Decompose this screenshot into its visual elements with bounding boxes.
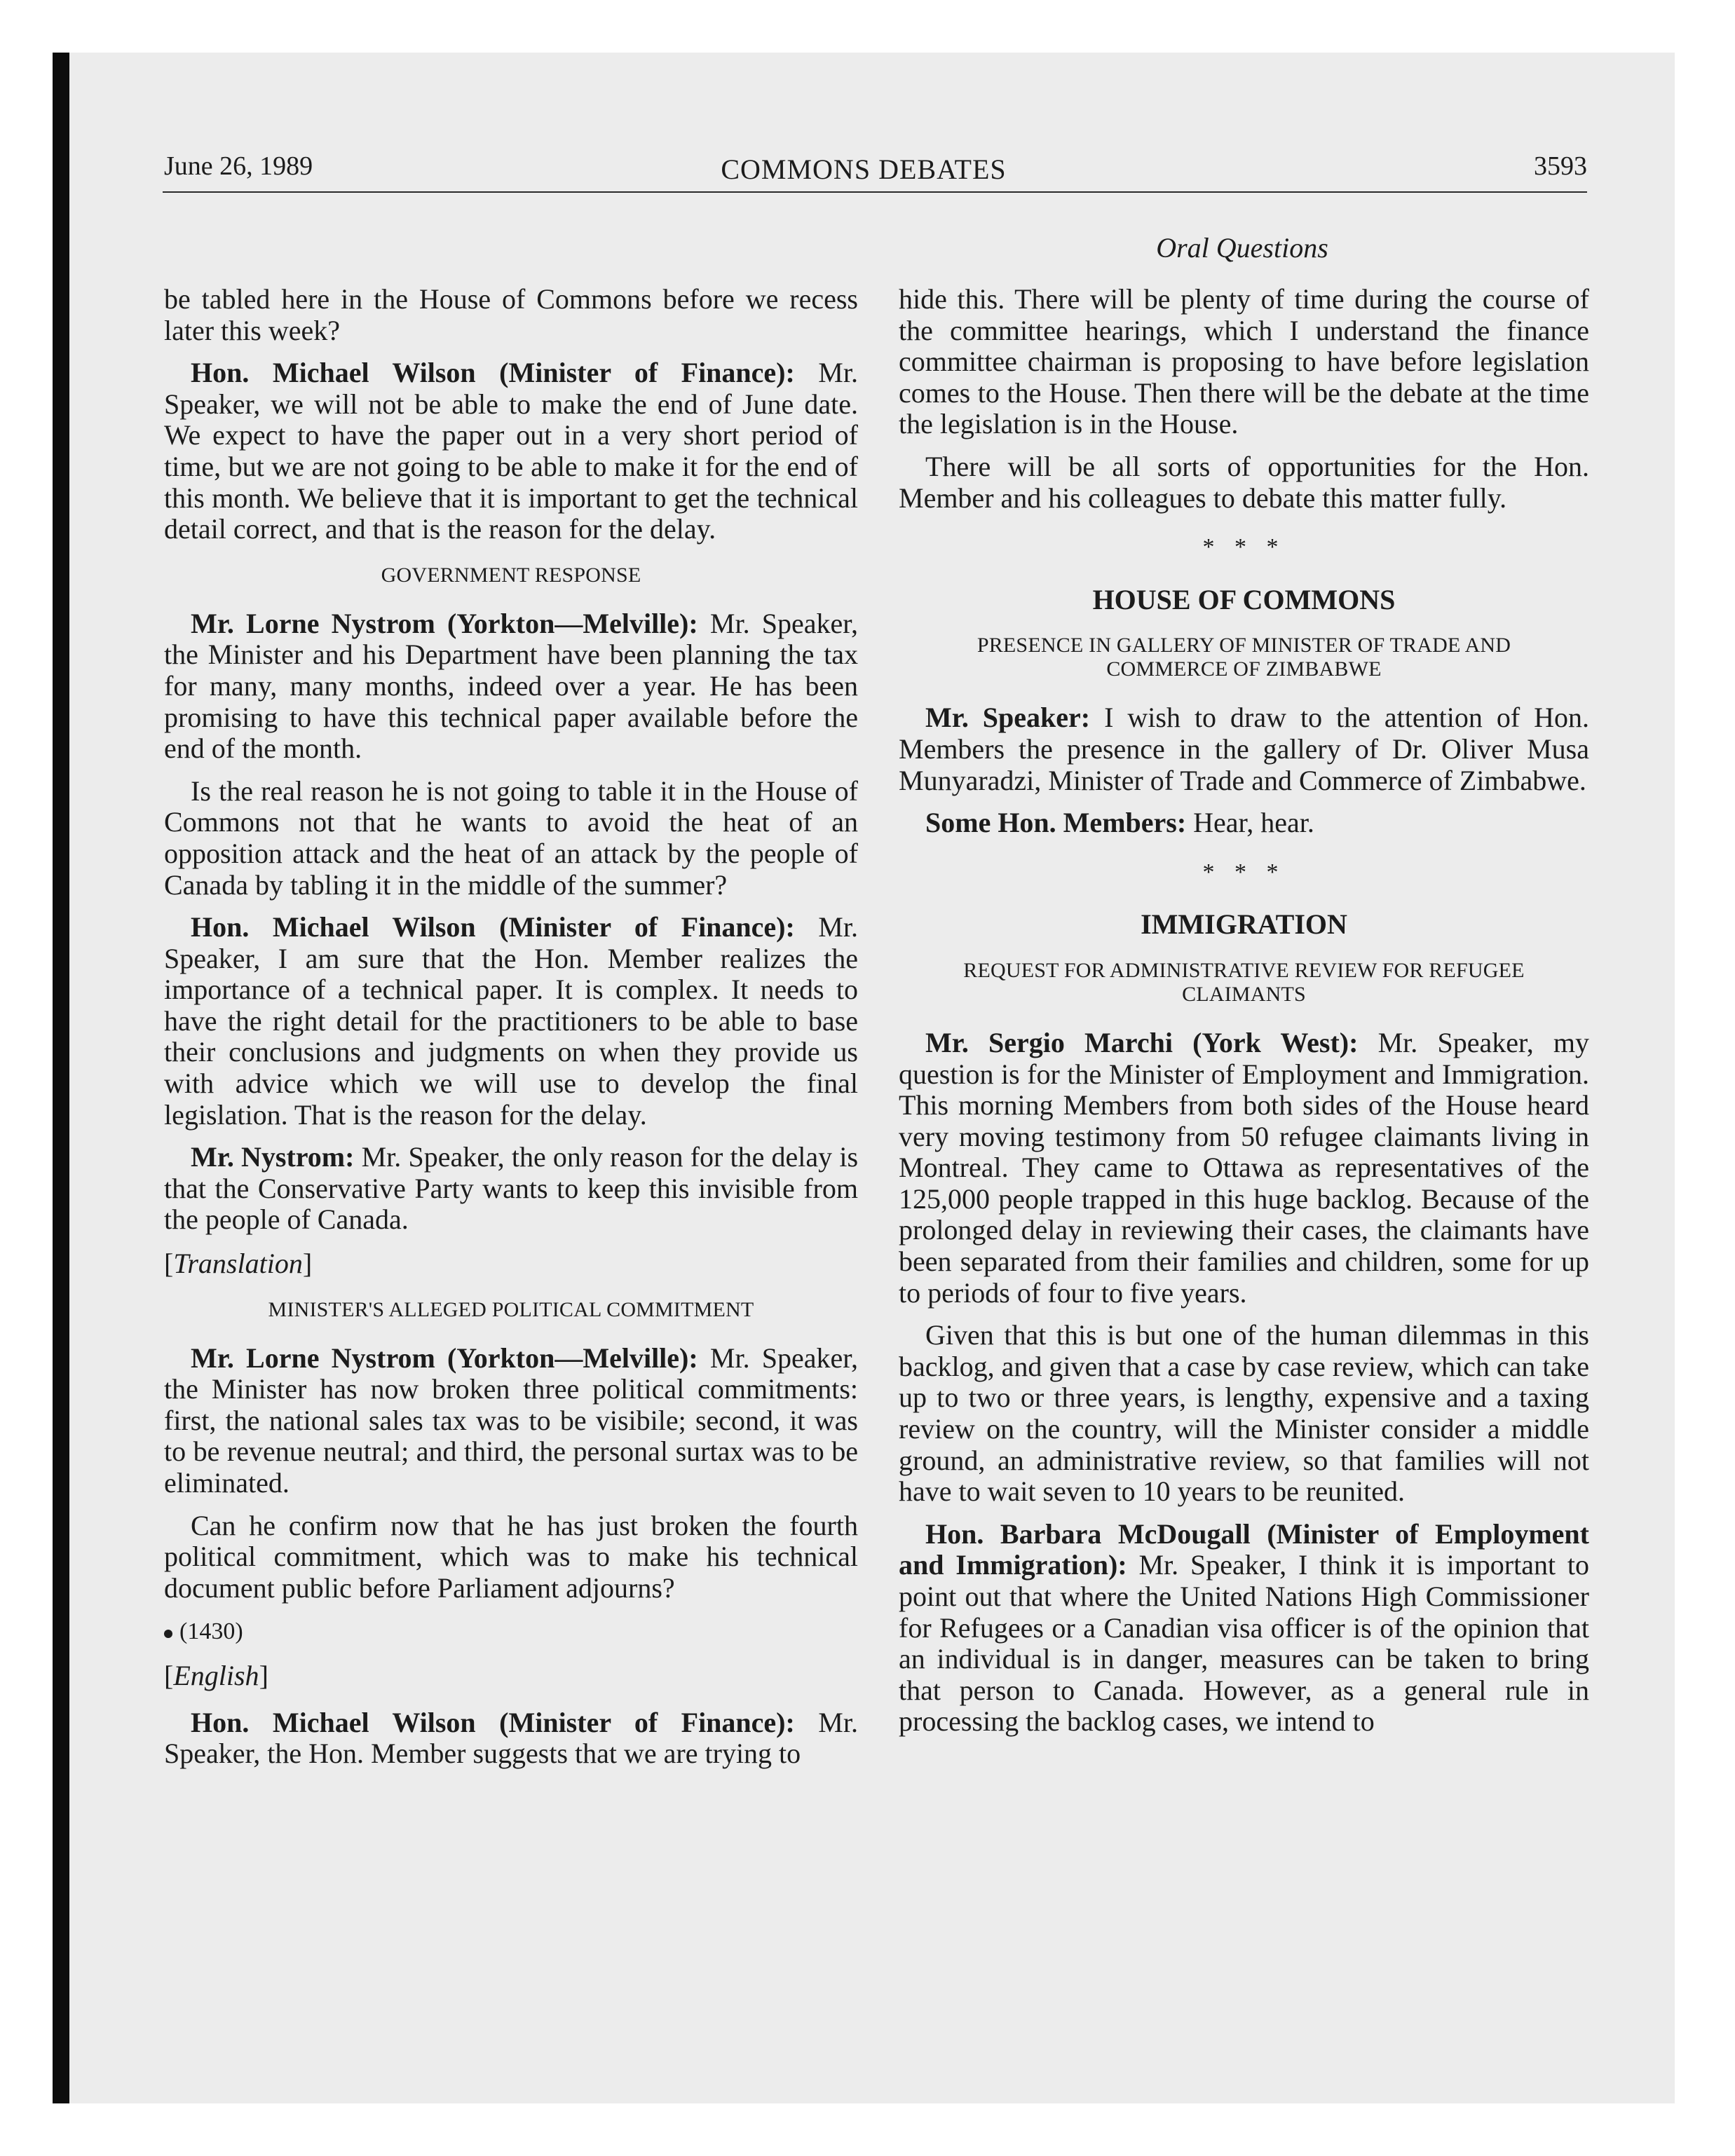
bullet-icon [164,1630,172,1638]
speech-text: Mr. Speaker, the Minister has now broken three political commitments: first, the national sales tax was to be visibile; second, it was to be revenue neutral; and third, the personal surtax was to be eliminated. [164,1342,859,1499]
paragraph [164,1343,858,1499]
header-date: June 26, 1989 [164,151,313,181]
left-column [164,284,858,1770]
speaker-name: Mr. Nystrom: [191,1141,355,1173]
speech-text: I wish to draw to the attention of Hon. Members the presence in the gallery of Dr. Oliver Musa Munyaradzi, Minister of Trade and Commerce of Zimbabwe. [899,702,1590,796]
paragraph [164,357,858,545]
speech-text: Mr. Speaker, the only reason for the delay is that the Conservative Party wants to keep this invisible from the people of Canada. [164,1141,859,1236]
page-number: 3593 [1534,151,1587,181]
section-separator: * * * [1202,859,1286,885]
speaker-name: Hon. Barbara McDougall (Minister of Employment and Immigration): [899,1517,1589,1581]
binding-edge [53,53,69,2103]
paragraph: hide this. There will be plenty of time during the course of the committee hearings, which I understand the finance committee chairman is proposing to have before legislation comes to the House. Then there will be the debate at the time the legislation is in the House. [899,283,1589,440]
speaker-name: Some Hon. Members: [925,807,1187,839]
speech-text: Mr. Speaker, I am sure that the Hon. Member realizes the importance of a technical paper. It is complex. It needs to have the right detail for the practitioners to be able to base their conclusions and judgments on when they provide us with advice which we will use to develop the final legislation. That is the reason for the delay. [164,911,858,1131]
paragraph [164,1142,858,1236]
paragraph [164,1707,858,1770]
speech-text: Hear, hear. [1186,807,1314,839]
paragraph: Is the real reason he is not going to table it in the House of Commons not that he wants to avoid the heat of an opposition attack and the heat of an attack by the people of Canada by tabling it in the middle of the summer? [164,775,858,901]
speech-text: Mr. Speaker, the Minister and his Department have been planning the tax for many, many months, indeed over a year. He has been promising to have this technical paper available before the end of the month. [164,607,859,765]
header-title: COMMONS DEBATES [721,153,1007,185]
paragraph: Can he confirm now that he has just broken the fourth political commitment, which was to make his technical document public before Parliament adjourns? [164,1509,858,1604]
subheading: PRESENCE IN GALLERY OF MINISTER OF TRADE AND COMMERCE OF ZIMBABWE [977,634,1511,681]
paragraph [164,912,858,1131]
section-heading: IMMIGRATION [1141,908,1347,941]
paragraph [899,1519,1589,1738]
paragraph [164,608,858,765]
paragraph [899,807,1589,839]
running-head: Oral Questions [1156,232,1328,264]
speaker-name: Mr. Speaker: [925,702,1091,734]
speaker-name: Hon. Michael Wilson (Minister of Finance): [191,357,795,389]
speech-text: Mr. Speaker, we will not be able to make the end of June date. We expect to have the paper out in a very short period of time, but we are not going to be able to make it for the end of this month. We believe that it is important to get the technical detail correct, and that is the reason for the delay. [164,357,858,545]
paragraph [899,1028,1589,1309]
section-separator: * * * [1202,534,1286,561]
scanned-page [53,53,1675,2103]
speech-text: Mr. Speaker, my question is for the Minister of Employment and Immigration. This morning Members from both sides of the House heard very moving testimony from 50 refugee claimants living in Montreal. They came to Ottawa as representatives of the 125,000 people trapped in this huge backlog. Because of the prolonged delay in reviewing their cases, the claimants have been separated from their families and children, some for up to periods of four to five years. [899,1026,1589,1309]
speech-text: Mr. Speaker, I think it is important to point out that where the United Nations High Commissioner for Refugees or a Canadian visa officer is of the opinion that an individual is in danger, measures can be taken to bring that person to Canada. However, as a general rule in processing the backlog cases, we intend to [899,1549,1590,1738]
speaker-name: Mr. Lorne Nystrom (Yorkton—Melville): [191,1342,698,1374]
header-rule [163,191,1587,193]
right-column [899,284,1589,1738]
section-heading: HOUSE OF COMMONS [1092,583,1396,615]
paragraph: Given that this is but one of the human dilemmas in this backlog, and given that a case by case review, which can take up to two or three years, is lengthy, expensive and a taxing review on the country, will the Minister consider a middle ground, an administrative review, so that families will not have to wait seven to 10 years to be reunited. [899,1319,1589,1508]
language-marker: [Translation] [164,1248,313,1280]
paragraph [899,702,1589,796]
subheading: MINISTER'S ALLEGED POLITICAL COMMITMENT [268,1297,754,1321]
speech-text: Mr. Speaker, the Hon. Member suggests that we are trying to [164,1706,858,1770]
paragraph: be tabled here in the House of Commons before we recess later this week? [164,283,858,346]
speaker-name: Mr. Sergio Marchi (York West): [925,1026,1359,1058]
speaker-name: Mr. Lorne Nystrom (Yorkton—Melville): [191,607,698,639]
time-marker: (1430) [164,1616,858,1648]
speaker-name: Hon. Michael Wilson (Minister of Finance): [191,1706,795,1738]
language-marker: [English] [164,1659,268,1691]
subheading: GOVERNMENT RESPONSE [381,563,641,587]
subheading: REQUEST FOR ADMINISTRATIVE REVIEW FOR REFUGEE CLAIMANTS [963,958,1525,1006]
speaker-name: Hon. Michael Wilson (Minister of Finance): [191,911,795,943]
paragraph: There will be all sorts of opportunities for the Hon. Member and his colleagues to debate this matter fully. [899,450,1589,514]
